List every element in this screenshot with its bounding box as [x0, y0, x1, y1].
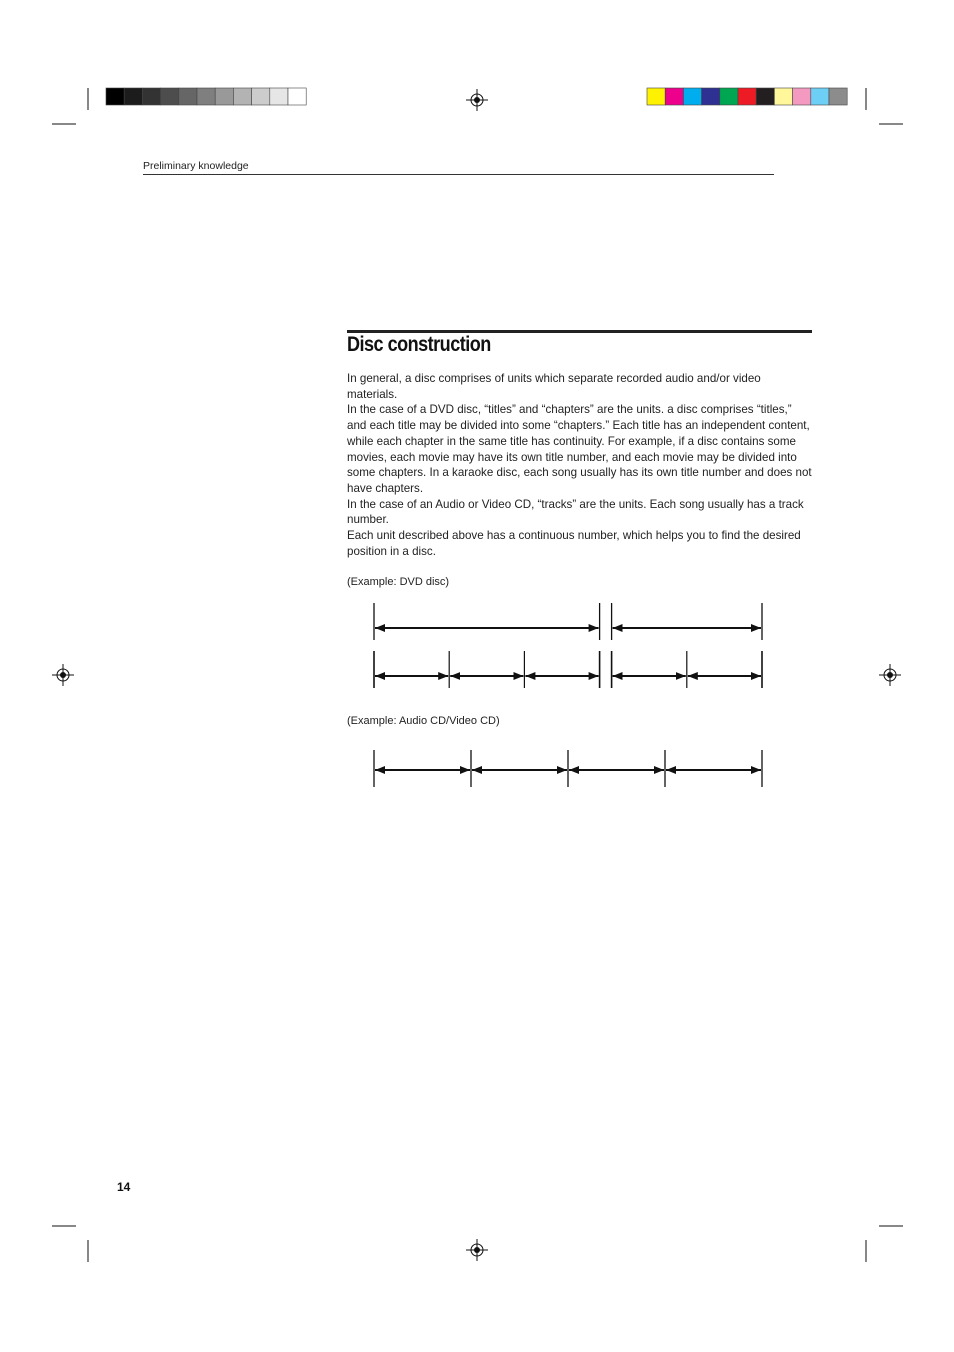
dvd-example-caption: (Example: DVD disc): [347, 576, 450, 588]
page-title: Disc construction: [347, 333, 491, 356]
dvd-title-row: [374, 603, 762, 640]
section-label: Preliminary knowledge: [143, 160, 249, 172]
dvd-chapter-row: [374, 651, 762, 688]
cd-example-caption: (Example: Audio CD/Video CD): [347, 715, 500, 727]
paragraph: In the case of an Audio or Video CD, “tracks” are the units. Each song usually has a track number.: [347, 497, 804, 527]
cd-track-row: [374, 750, 762, 787]
paragraph: Each unit described above has a continuous number, which helps you to find the desired position in a disc.: [347, 529, 801, 558]
paragraph: In the case of a DVD disc, “titles” and “chapters” are the units. a disc comprises “titles,” and each title may be divided into some “chapters.” Each title has an independent content, while each chapter in the same title has continuity. For example, if a disc contains some movies, each movie may have its own title number, and each movie may be divided into some chapters. In a karaoke disc, each song usually has its own title number and does not have chapters.: [347, 403, 812, 495]
page-number: 14: [117, 1180, 131, 1194]
paragraph: In general, a disc comprises of units which separate recorded audio and/or video materials.: [347, 372, 761, 401]
